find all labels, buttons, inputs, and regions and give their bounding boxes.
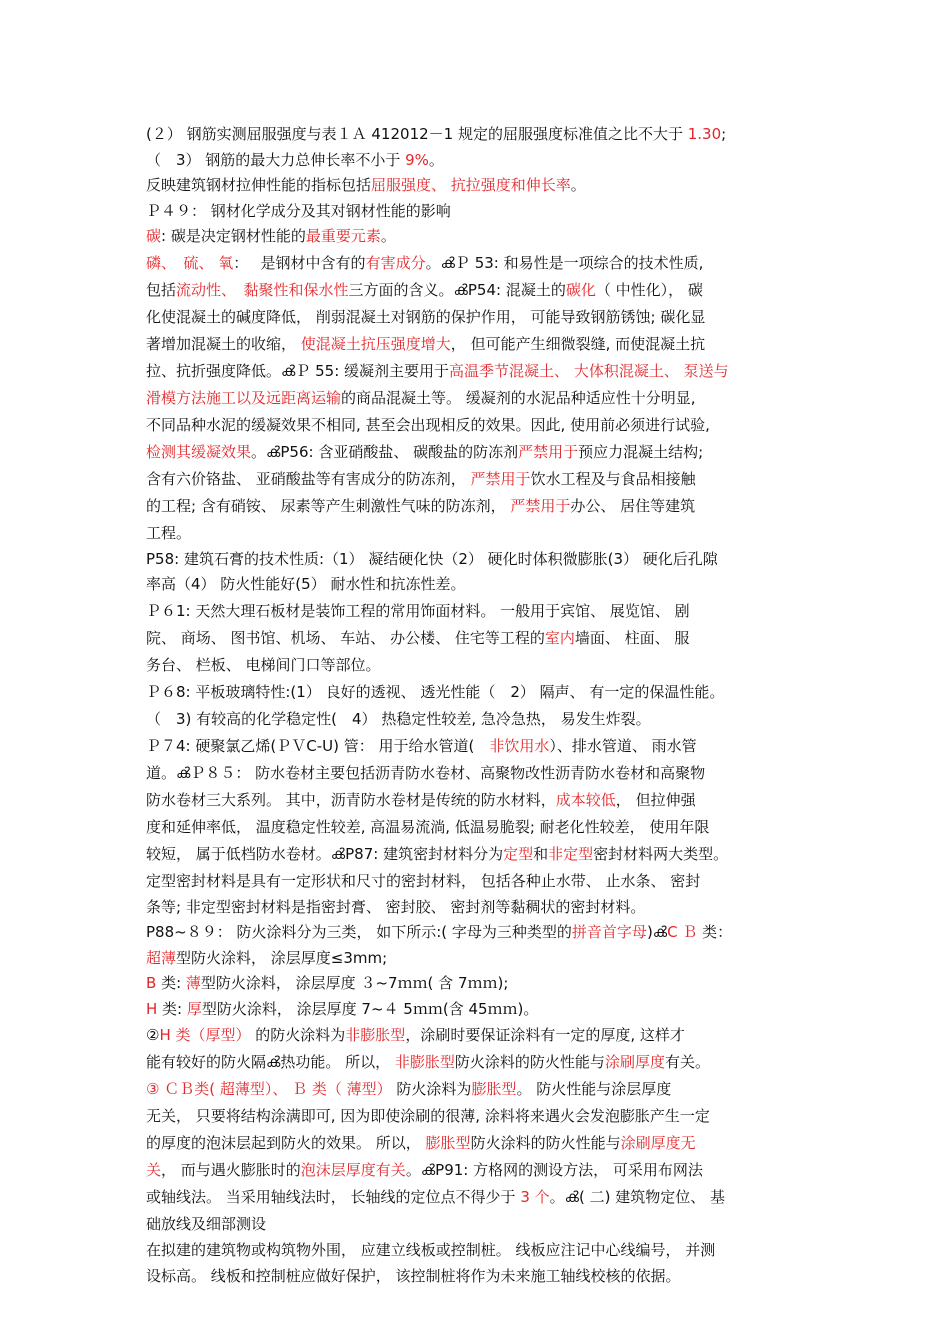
text-segment: ; <box>721 125 727 143</box>
highlighted-text: 涂刷厚度 <box>604 1053 665 1071</box>
text-line <box>146 733 810 760</box>
text-segment: 道。ൿＰ８５： 防水卷材主要包括沥青防水卷材、高聚物改性沥青防水卷材和高聚物 <box>146 763 706 782</box>
text-segment: 不同品种水泥的缓凝效果不相同, 甚至会出现相反的效果。因此, 使用前必须进行试验, <box>146 415 710 434</box>
text-line <box>146 331 810 358</box>
text-segment: 。 防火性能与涂层厚度 <box>516 1080 672 1098</box>
highlighted-text: 检测其缓凝效果 <box>146 442 252 461</box>
text-line <box>146 652 810 679</box>
highlighted-text: 有害成分 <box>365 253 426 272</box>
text-line <box>146 946 810 972</box>
text-line <box>146 598 810 625</box>
highlighted-text: 非膨胀型 <box>345 1026 406 1044</box>
text-segment: 办公、 居住等建筑 <box>570 496 696 515</box>
highlighted-text: 成本较低 <box>555 790 616 809</box>
highlighted-text: 涂刷厚度无 <box>620 1134 696 1152</box>
text-line <box>146 1211 810 1238</box>
highlighted-text: ＣＢ类( 超薄型）、 Ｂ 类（ 薄型） <box>159 1080 392 1098</box>
text-segment: 能有较好的防火隔ൿ热功能。 所以， <box>146 1053 395 1071</box>
highlighted-text: B <box>146 974 157 992</box>
highlighted-text: 3 个 <box>520 1188 550 1206</box>
text-line <box>146 787 810 814</box>
text-segment: 有关。 <box>664 1053 710 1071</box>
text-segment: )ൿ <box>646 923 668 941</box>
text-segment: 设标高。 线板和控制桩应做好保护， 该控制桩将作为未来施工轴线校核的依据。 <box>146 1266 681 1285</box>
highlighted-text: 最重要元素 <box>305 227 381 245</box>
text-segment: 饮水工程及与食品相接触 <box>530 469 696 488</box>
text-segment: 。 <box>428 150 444 169</box>
text-line <box>146 1022 810 1049</box>
highlighted-text: 泡沫层厚度有关 <box>300 1161 406 1179</box>
highlighted-text: ③ <box>146 1080 160 1098</box>
text-segment: 或轴线法。 当采用轴线法时， 长轴线的定位点不得少于 <box>146 1188 521 1206</box>
text-line <box>146 224 810 250</box>
text-segment: 含有六价铬盐、 亚硝酸盐等有害成分的防冻剂， <box>146 469 471 488</box>
text-segment: 的厚度的泡沫层起到防火的效果。 所以， <box>146 1134 426 1152</box>
text-segment: 密封材料两大类型。 <box>593 844 729 863</box>
text-segment: ， 但拉伸强 <box>615 790 696 809</box>
highlighted-text: 非饮用水 <box>489 736 550 755</box>
text-segment: （ 3） 钢筋的最大力总伸长率不小于 <box>146 150 406 169</box>
text-segment: 类: <box>157 999 187 1018</box>
text-line <box>146 412 810 439</box>
highlighted-text: 拼音首字母 <box>571 923 647 941</box>
highlighted-text: 膨胀型 <box>425 1134 471 1152</box>
text-segment: ： 是钢材中含有的 <box>233 253 366 272</box>
text-line <box>146 122 810 148</box>
text-line <box>146 814 810 841</box>
text-segment: 。 <box>380 227 396 245</box>
text-segment: 和 <box>533 844 549 863</box>
text-line <box>146 841 810 868</box>
text-segment: 预应力混凝土结构; <box>578 442 704 461</box>
highlighted-text: H <box>146 999 158 1018</box>
text-line <box>146 1238 810 1264</box>
text-segment: Ｐ６8: 平板玻璃特性:(1） 良好的透视、 透光性能（ 2） 隔声、 有一定的保温性能。 <box>146 682 725 701</box>
highlighted-text: 屈服强度、 抗拉强度和伸长率 <box>371 176 571 194</box>
text-line <box>146 572 810 598</box>
text-segment: 墙面、 柱面、 服 <box>574 628 690 647</box>
text-line <box>146 1130 810 1157</box>
text-segment: P58: 建筑石膏的技术性质:（1） 凝结硬化快（2） 硬化时体积微膨胀(3） 硬化后孔隙 <box>146 549 718 568</box>
text-line <box>146 971 810 997</box>
text-segment: 三方面的含义。ൿP54: 混凝土的 <box>348 280 566 299</box>
text-segment: 防水卷材三大系列。 其中，沥青防水卷材是传统的防水材料， <box>146 790 556 809</box>
text-segment: 在拟建的建筑物或构筑物外围， 应建立线板或控制桩。 线板应注记中心线编号， 并测 <box>146 1241 716 1259</box>
text-segment: 类： <box>697 923 733 941</box>
text-segment: 。ൿP56: 含亚硝酸盐、 碳酸盐的防冻剂 <box>251 442 519 461</box>
text-segment: 较短， 属于低档防水卷材。ൿP87: 建筑密封材料分为 <box>146 844 504 863</box>
text-line <box>146 1103 810 1130</box>
text-line <box>146 625 810 652</box>
text-segment: 的工程; 含有硝铵、 尿素等产生刺激性气味的防冻剂， <box>146 496 511 515</box>
text-line <box>146 148 810 174</box>
text-segment: 务台、 栏板、 电梯间门口等部位。 <box>146 655 381 674</box>
text-line <box>146 277 810 304</box>
text-segment: 度和延伸率低， 温度稳定性较差, 高温易流淌, 低温易脆裂; 耐老化性较差， 使用年限 <box>146 817 710 836</box>
text-line <box>146 199 810 225</box>
text-segment: 包括 <box>146 280 177 299</box>
text-segment: 。ൿP91: 方格网的测设方法， 可采用布网法 <box>405 1161 703 1179</box>
highlighted-text: 室内 <box>544 628 575 647</box>
text-line <box>146 520 810 547</box>
text-segment: ）、排水管道、 雨水管 <box>549 736 697 755</box>
highlighted-text: 厚 <box>186 999 202 1018</box>
text-segment: 化使混凝土的碱度降低， 削弱混凝土对钢筋的保护作用， 可能导致钢筋锈蚀; 碳化显 <box>146 307 706 326</box>
highlighted-text: C Ｂ <box>667 923 698 941</box>
text-line <box>146 439 810 466</box>
text-line <box>146 1264 810 1290</box>
text-segment: ，涂刷时要保证涂料有一定的厚度, 这样才 <box>405 1026 685 1044</box>
text-segment: 防火涂料为 <box>391 1080 472 1098</box>
text-line <box>146 1049 810 1076</box>
text-line <box>146 997 810 1023</box>
text-segment: : 碳是决定钢材性能的 <box>161 227 306 245</box>
text-segment: 拉、抗折强度降低。ൿＰ 55: 缓凝剂主要用于 <box>146 361 450 380</box>
text-segment: 院、 商场、 图书馆、机场、 车站、 办公楼、 住宅等工程的 <box>146 628 545 647</box>
text-segment: 础放线及细部测设 <box>146 1215 267 1233</box>
text-segment: 率高（4） 防火性能好(5） 耐水性和抗冻性差。 <box>146 575 466 593</box>
highlighted-text: 磷、 硫、 氧 <box>146 253 234 272</box>
text-segment: 防火涂料的防火性能与 <box>470 1134 621 1152</box>
text-segment: Ｐ６1: 天然大理石板材是装饰工程的常用饰面材料。 一般用于宾馆、 展览馆、 剧 <box>146 601 690 620</box>
text-segment: 无关， 只要将结构涂满即可, 因为即使涂刷的很薄, 涂料将来遇火会发泡膨胀产生一定 <box>146 1107 710 1125</box>
text-line <box>146 868 810 895</box>
text-segment: ， 而与遇火膨胀时的 <box>161 1161 301 1179</box>
text-segment: 条等; 非定型密封材料是指密封膏、 密封胶、 密封剂等黏稠状的密封材料。 <box>146 897 646 916</box>
text-segment: 类: <box>156 974 186 992</box>
text-segment: Ｐ７4: 硬聚氯乙烯(ＰＶC-U) 管： 用于给水管道( <box>146 736 490 755</box>
highlighted-text: 非定型 <box>548 844 594 863</box>
text-segment: （ 中性化）， 碳 <box>595 280 703 299</box>
text-line <box>146 493 810 520</box>
text-line <box>146 173 810 199</box>
document-body <box>146 122 810 1289</box>
text-line <box>146 466 810 493</box>
text-segment: 。ൿＰ 53: 和易性是一项综合的技术性质, <box>425 253 704 272</box>
highlighted-text: 膨胀型 <box>471 1080 517 1098</box>
text-line <box>146 250 810 277</box>
highlighted-text: 使混凝土抗压强度增大 <box>300 334 451 353</box>
text-segment: (２） 钢筋实测屈服强度与表１Ａ 412012－1 规定的屈服强度标准值之比不大于 <box>146 125 688 143</box>
text-line <box>146 1157 810 1184</box>
text-line <box>146 895 810 921</box>
text-segment: 型防火涂料， 涂层厚度≤3mm; <box>176 948 388 967</box>
text-line <box>146 1184 810 1211</box>
text-line <box>146 385 810 412</box>
highlighted-text: 非膨胀型 <box>394 1053 455 1071</box>
text-segment: 的商品混凝土等。 缓凝剂的水泥品种适应性十分明显, <box>341 388 696 407</box>
text-segment: 反映建筑钢材拉伸性能的指标包括 <box>146 176 372 194</box>
highlighted-text: 严禁用于 <box>510 496 571 515</box>
text-line <box>146 1076 810 1103</box>
highlighted-text: 流动性、 黏聚性和保水性 <box>176 280 349 299</box>
text-segment: 定型密封材料是具有一定形状和尺寸的密封材料， 包括各种止水带、 止水条、 密封 <box>146 871 701 890</box>
highlighted-text: 碳 <box>146 227 162 245</box>
highlighted-text: 碳化 <box>565 280 596 299</box>
highlighted-text: 定型 <box>503 844 534 863</box>
highlighted-text: 9% <box>405 150 429 169</box>
text-line <box>146 706 810 733</box>
text-segment: 型防火涂料， 涂层厚度 7~４ 5ｍｍ(含 45ｍｍ)。 <box>201 999 539 1018</box>
highlighted-text: 超薄 <box>146 948 177 967</box>
highlighted-text: 高温季节混凝土、 大体积混凝土、 泵送与 <box>449 361 729 380</box>
text-segment: （ 3) 有较高的化学稳定性( 4） 热稳定性较差, 急冷急热， 易发生炸裂。 <box>146 709 651 728</box>
text-segment: 。ൿ( 二) 建筑物定位、 基 <box>549 1188 725 1206</box>
highlighted-text: 关 <box>146 1161 162 1179</box>
text-segment: ② <box>146 1026 160 1044</box>
text-segment: ， 但可能产生细微裂缝, 而使混凝土抗 <box>450 334 706 353</box>
text-line <box>146 304 810 331</box>
text-segment: 工程。 <box>146 523 192 542</box>
highlighted-text: 严禁用于 <box>470 469 531 488</box>
text-line <box>146 679 810 706</box>
text-segment: 的防火涂料为 <box>250 1026 346 1044</box>
highlighted-text: H 类（厚型） <box>159 1026 251 1044</box>
text-line <box>146 920 810 946</box>
highlighted-text: 严禁用于 <box>518 442 579 461</box>
highlighted-text: 1.30 <box>687 125 722 143</box>
text-segment: 型防火涂料， 涂层厚度 ３~7ｍｍ( 含 7ｍｍ); <box>200 974 509 992</box>
text-line <box>146 358 810 385</box>
text-segment: Ｐ４９： 钢材化学成分及其对钢材性能的影响 <box>146 201 451 220</box>
text-segment: 防火涂料的防火性能与 <box>454 1053 605 1071</box>
text-segment: 。 <box>570 176 586 194</box>
text-segment: P88~８９： 防火涂料分为三类， 如下所示:( 字母为三种类型的 <box>146 923 572 941</box>
text-line <box>146 760 810 787</box>
highlighted-text: 滑模方法施工以及远距离运输 <box>146 388 342 407</box>
text-segment: 著增加混凝土的收缩， <box>146 334 301 353</box>
text-line <box>146 547 810 573</box>
highlighted-text: 薄 <box>185 974 201 992</box>
